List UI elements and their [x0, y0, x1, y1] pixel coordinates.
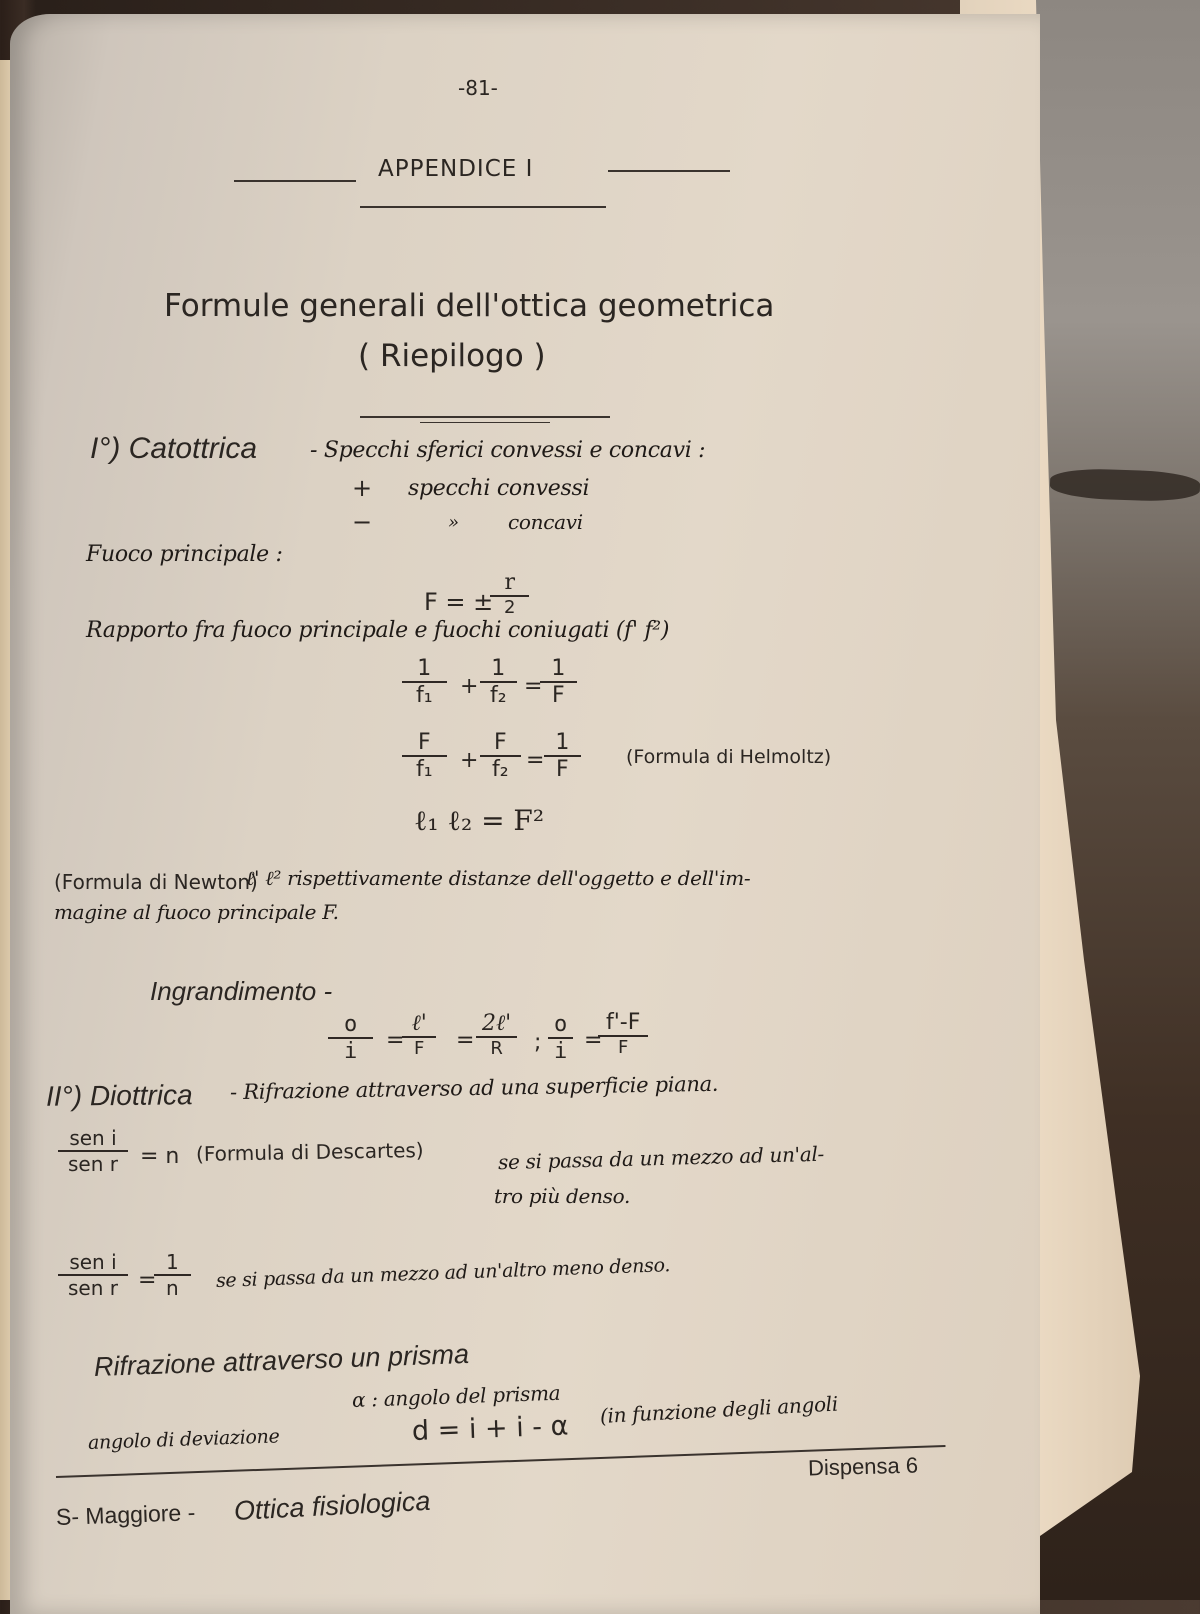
mag-eq2: = [456, 1028, 475, 1053]
focus-fraction-den: 2 [490, 595, 529, 618]
f2-result [544, 730, 581, 782]
magnification-heading: Ingrandimento - [150, 976, 333, 1006]
f1-equals: = [524, 674, 543, 699]
f1-term2-num: 1 [491, 656, 506, 681]
footer-author: S- Maggiore - [55, 1499, 196, 1530]
heading-underline [360, 206, 606, 208]
f1-result-den: F [540, 681, 577, 708]
footer-course-title: Ottica fisiologica [233, 1485, 432, 1526]
inverse-num: sen i [69, 1250, 117, 1274]
descartes-fraction [58, 1126, 128, 1176]
mag-d-num: o [554, 1012, 568, 1037]
f1-result [540, 656, 577, 708]
book-page [10, 14, 1040, 1614]
focus-fraction [490, 570, 529, 618]
title-underline [360, 416, 610, 418]
helmholtz-label: (Formula di Helmoltz) [626, 746, 832, 768]
newton-formula: ℓ₁ ℓ₂ = F² [414, 804, 545, 837]
footer-dispensa: Dispensa 6 [807, 1452, 919, 1481]
inverse-note: se si passa da un mezzo ad un'altro meno denso. [215, 1254, 671, 1292]
catottrica-description: - Specchi sferici convessi e concavi : [310, 438, 706, 463]
f2-term2-num: F [493, 730, 507, 755]
descartes-label: (Formula di Descartes) [195, 1138, 424, 1166]
f2-term1 [402, 730, 447, 782]
f2-term1-den: f₁ [402, 755, 447, 782]
appendix-heading: APPENDICE I [378, 156, 534, 182]
f1-term1-num: 1 [417, 656, 432, 681]
focus-label: Fuoco principale : [86, 542, 283, 567]
alpha-label: α : angolo del prisma [351, 1380, 561, 1412]
mag-b-num: ℓ' [411, 1011, 427, 1036]
sign-plus: + [352, 474, 373, 502]
deviation-note: (in funzione degli angoli [599, 1391, 839, 1428]
mag-term-d [548, 1012, 573, 1064]
f2-result-den: F [544, 755, 581, 782]
mag-b-den: F [402, 1036, 436, 1059]
focus-formula-lhs: F = ± [424, 588, 494, 616]
sign-plus-label: specchi convessi [408, 476, 590, 501]
sign-minus-label: concavi [508, 510, 583, 534]
inverse-result [154, 1250, 191, 1300]
descartes-rhs: = n [140, 1144, 180, 1169]
page-title: Formule generali dell'ottica geometrica [164, 288, 775, 324]
descartes-note-line2: tro più denso. [494, 1184, 631, 1208]
mag-term-c [476, 1010, 517, 1059]
prism-heading: Rifrazione attraverso un prisma [93, 1338, 470, 1382]
f1-term1-den: f₁ [402, 681, 447, 708]
mag-c-num: 2ℓ' [482, 1011, 512, 1036]
deviation-formula: d = i + i - α [411, 1410, 569, 1447]
mag-c-den: R [476, 1036, 517, 1059]
inverse-equals: = [138, 1268, 157, 1293]
mag-separator: ; [534, 1030, 542, 1055]
page-number: -81- [458, 76, 498, 100]
f1-plus: + [460, 674, 479, 699]
page-subtitle: ( Riepilogo ) [358, 338, 546, 374]
mag-a-den: i [328, 1037, 373, 1064]
section-heading-catottrica: I°) Catottrica [90, 432, 258, 465]
diottrica-description: - Rifrazione attraverso ad una superficie piana. [229, 1071, 719, 1105]
mag-eq3: = [584, 1028, 603, 1053]
f1-term1 [402, 656, 447, 708]
mag-term-b [402, 1010, 436, 1059]
section-heading-diottrica: II°) Diottrica [45, 1079, 193, 1112]
f1-result-num: 1 [551, 656, 566, 681]
mag-e-den: F [598, 1035, 648, 1058]
descartes-num: sen i [69, 1126, 117, 1150]
title-underline-2 [420, 422, 550, 423]
f2-term2 [480, 730, 521, 782]
mag-term-a [328, 1012, 373, 1064]
f2-result-num: 1 [555, 730, 570, 755]
inverse-fraction [58, 1250, 128, 1300]
mag-eq1: = [386, 1028, 405, 1053]
newton-label: (Formula di Newton) [54, 870, 258, 894]
f2-plus: + [460, 748, 479, 773]
f2-term1-num: F [417, 730, 431, 755]
deviation-label: angolo di deviazione [87, 1425, 280, 1454]
inverse-den: sen r [58, 1274, 128, 1300]
f2-term2-den: f₂ [480, 755, 521, 782]
heading-rule-left [234, 180, 356, 182]
mag-term-e [598, 1010, 648, 1058]
f1-term2-den: f₂ [480, 681, 517, 708]
descartes-den: sen r [58, 1150, 128, 1176]
inverse-result-num: 1 [165, 1250, 179, 1274]
mag-d-den: i [548, 1037, 573, 1064]
newton-text-line2: magine al fuoco principale F. [54, 900, 339, 924]
descartes-note-line1: se si passa da un mezzo ad un'al- [497, 1141, 825, 1175]
mag-a-num: o [344, 1012, 358, 1037]
f1-term2 [480, 656, 517, 708]
f2-equals: = [526, 748, 545, 773]
mag-e-num: f'-F [605, 1010, 641, 1035]
heading-rule-right [608, 170, 730, 172]
sign-minus: − [352, 508, 373, 536]
newton-text-line1: ℓ' ℓ² rispettivamente distanze dell'oggetto e dell'im- [246, 866, 751, 890]
relation-label: Rapporto fra fuoco principale e fuochi coniugati (f' f²) [86, 618, 670, 643]
sign-minus-ditto: » [448, 512, 459, 533]
inverse-result-den: n [154, 1274, 191, 1300]
focus-fraction-num: r [504, 570, 515, 595]
